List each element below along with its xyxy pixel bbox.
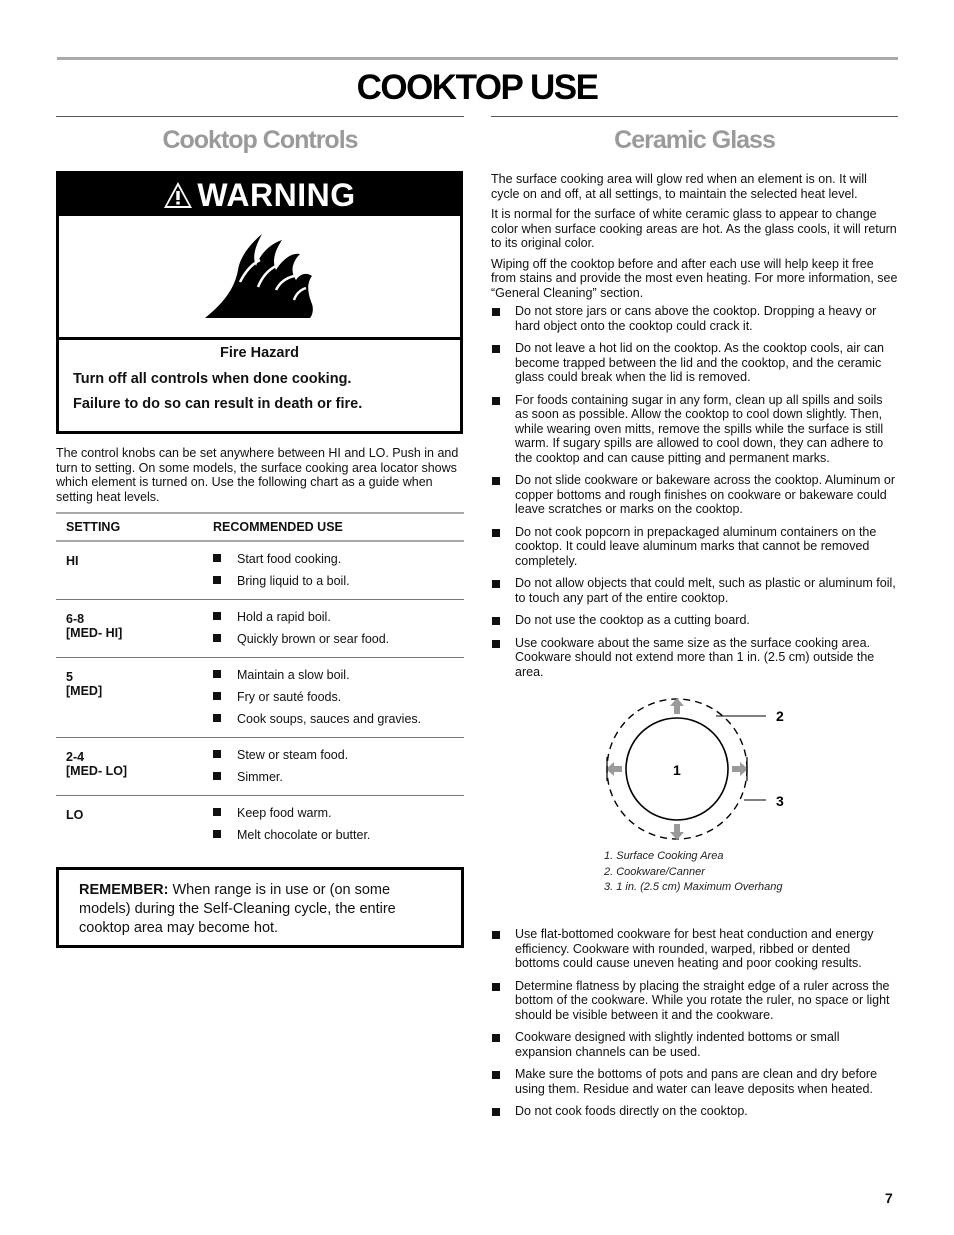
list-item: Do not cook popcorn in prepackaged aluminum containers on the cooktop. It could leave aluminum marks that cannot be removed completely. — [491, 525, 898, 569]
heat-setting-table — [56, 512, 464, 853]
table-row — [56, 658, 464, 738]
recommended-use: Simmer. — [237, 770, 283, 784]
list-item: Do not slide cookware or bakeware across the cooktop. Aluminum or copper bottoms and rough finishes on cookware or bakeware could leave scratches or marks on the cooktop. — [491, 473, 898, 517]
setting-value: 6-8 — [66, 612, 85, 626]
flame-icon — [200, 232, 320, 322]
setting-value: 5 — [66, 670, 73, 684]
bullet-square — [492, 983, 500, 991]
diagram-captions — [604, 849, 783, 896]
warning-line-2: Failure to do so can result in death or fire. — [73, 396, 363, 412]
bullet-square — [213, 692, 221, 700]
bullet-square — [213, 714, 221, 722]
page-title: COOKTOP USE — [356, 68, 598, 107]
bullet-square — [213, 576, 221, 584]
bullet-square — [213, 808, 221, 816]
diagram-label-3: 3 — [776, 793, 784, 809]
bullet-square — [213, 772, 221, 780]
ceramic-glass-title: Ceramic Glass — [614, 126, 775, 154]
bullet-square — [213, 554, 221, 562]
recommended-use: Start food cooking. — [237, 552, 342, 566]
recommended-use: Maintain a slow boil. — [237, 668, 350, 682]
recommended-use: Bring liquid to a boil. — [237, 574, 350, 588]
controls-intro: The control knobs can be set anywhere between HI and LO. Push in and turn to setting. On some models, the surface cooking area locator shows which element is turned on. Use the following chart as a guide when setting heat levels. — [56, 446, 459, 504]
fire-hazard-image — [59, 216, 460, 340]
table-row — [56, 542, 464, 600]
warning-box — [56, 171, 463, 434]
bullet-square — [492, 345, 500, 353]
paragraph: Wiping off the cooktop before and after each use will help keep it free from stains and provide the most even heating. For more information, see “General Cleaning” section. — [491, 256, 898, 300]
list-item: Do not store jars or cans above the cooktop. Dropping a heavy or hard object onto the cooktop could crack it. — [491, 304, 898, 333]
cookware-bullet-list — [491, 927, 898, 1119]
cookware-size-diagram — [491, 687, 898, 919]
cookware-diagram-svg — [601, 697, 801, 847]
setting-range: [MED- LO] — [66, 764, 128, 778]
bullet-square — [492, 477, 500, 485]
section-rule — [491, 116, 898, 117]
fire-hazard-heading: Fire Hazard — [220, 345, 299, 361]
bullet-square — [492, 308, 500, 316]
diagram-label-1: 1 — [673, 762, 681, 778]
list-item: Use cookware about the same size as the surface cooking area. Cookware should not extend more than 1 in. (2.5 cm) outside the area. — [491, 636, 898, 680]
setting-value: HI — [66, 554, 79, 568]
recommended-use: Stew or steam food. — [237, 748, 349, 762]
bullet-square — [492, 1034, 500, 1042]
recommended-use: Quickly brown or sear food. — [237, 632, 390, 646]
recommended-use: Hold a rapid boil. — [237, 610, 331, 624]
list-item: Do not cook foods directly on the cooktop. — [491, 1104, 898, 1119]
list-item: For foods containing sugar in any form, clean up all spills and soils as soon as possible. Allow the cooktop to cool down slightly. Then, while wearing oven mitts, remove the spills while the surface is still warm. If sugary spills are allowed to cool down, they can adhere to the cooktop and can cause pitting and permanent marks. — [491, 393, 898, 466]
table-row — [56, 738, 464, 796]
list-item: Make sure the bottoms of pots and pans are clean and dry before using them. Residue and water can leave deposits when heated. — [491, 1067, 898, 1096]
paragraph: It is normal for the surface of white ceramic glass to appear to change color when surface cooking areas are hot. As the glass cools, it will return to its original color. — [491, 207, 897, 250]
diagram-label-2: 2 — [776, 708, 784, 724]
paragraph: The surface cooking area will glow red when an element is on. It will cycle on and off, at all settings, to maintain the selected heat level. — [491, 172, 867, 201]
bullet-square — [492, 529, 500, 537]
warning-triangle-icon — [163, 181, 193, 209]
warning-line-1: Turn off all controls when done cooking. — [73, 371, 352, 387]
recommended-use: Fry or sauté foods. — [237, 690, 342, 704]
warning-header — [59, 174, 460, 216]
top-rule — [57, 57, 898, 60]
list-item: Do not use the cooktop as a cutting board. — [491, 613, 898, 628]
recommended-use: Cook soups, sauces and gravies. — [237, 712, 422, 726]
bullet-square — [213, 634, 221, 642]
recommended-use-column-header: RECOMMENDED USE — [213, 520, 343, 534]
table-row — [56, 796, 464, 853]
table-row — [56, 600, 464, 658]
bullet-square — [492, 1071, 500, 1079]
list-item: Do not leave a hot lid on the cooktop. As the cooktop cools, air can become trapped between the lid and the cooktop, and the ceramic glass could break when the lid is removed. — [491, 341, 898, 385]
section-rule — [56, 116, 464, 117]
table-header — [56, 514, 464, 542]
bullet-square — [213, 830, 221, 838]
setting-value: LO — [66, 808, 84, 822]
cooktop-controls-title: Cooktop Controls — [162, 126, 358, 154]
bullet-square — [492, 640, 500, 648]
setting-column-header: SETTING — [66, 520, 121, 534]
list-item: Cookware designed with slightly indented bottoms or small expansion channels can be used. — [491, 1030, 898, 1059]
warning-label: WARNING — [197, 176, 356, 213]
cooktop-controls-column — [56, 116, 464, 948]
bullet-square — [213, 750, 221, 758]
bullet-square — [492, 397, 500, 405]
caption: 3. 1 in. (2.5 cm) Maximum Overhang — [604, 881, 783, 893]
recommended-use: Keep food warm. — [237, 806, 332, 820]
care-bullet-list — [491, 304, 898, 679]
bullet-square — [492, 580, 500, 588]
caption: 2. Cookware/Canner — [604, 865, 705, 878]
list-item: Determine flatness by placing the straight edge of a ruler across the bottom of the cookware. While you rotate the ruler, no space or light should be visible between it and the cookware. — [491, 979, 898, 1023]
bullet-square — [492, 931, 500, 939]
list-item: Use flat-bottomed cookware for best heat conduction and energy efficiency. Cookware with rounded, warped, ribbed or dented bottoms could cause uneven heating and poor cooking results. — [491, 927, 898, 971]
recommended-use: Melt chocolate or butter. — [237, 828, 371, 842]
remember-note — [56, 867, 464, 948]
warning-text — [59, 340, 460, 431]
bullet-square — [492, 617, 500, 625]
remember-text: When range is in use or (on some models) during the Self-Cleaning cycle, the entire cooktop area may become hot. — [79, 882, 396, 936]
setting-range: [MED] — [66, 684, 103, 698]
setting-range: [MED- HI] — [66, 626, 123, 640]
setting-value: 2-4 — [66, 750, 85, 764]
ceramic-glass-column — [491, 116, 898, 1127]
caption: 1. Surface Cooking Area — [604, 850, 724, 862]
bullet-square — [213, 612, 221, 620]
bullet-square — [492, 1108, 500, 1116]
page-number: 7 — [885, 1190, 893, 1206]
list-item: Do not allow objects that could melt, such as plastic or aluminum foil, to touch any part of the entire cooktop. — [491, 576, 898, 605]
bullet-square — [213, 670, 221, 678]
remember-label: REMEMBER: — [79, 882, 169, 898]
